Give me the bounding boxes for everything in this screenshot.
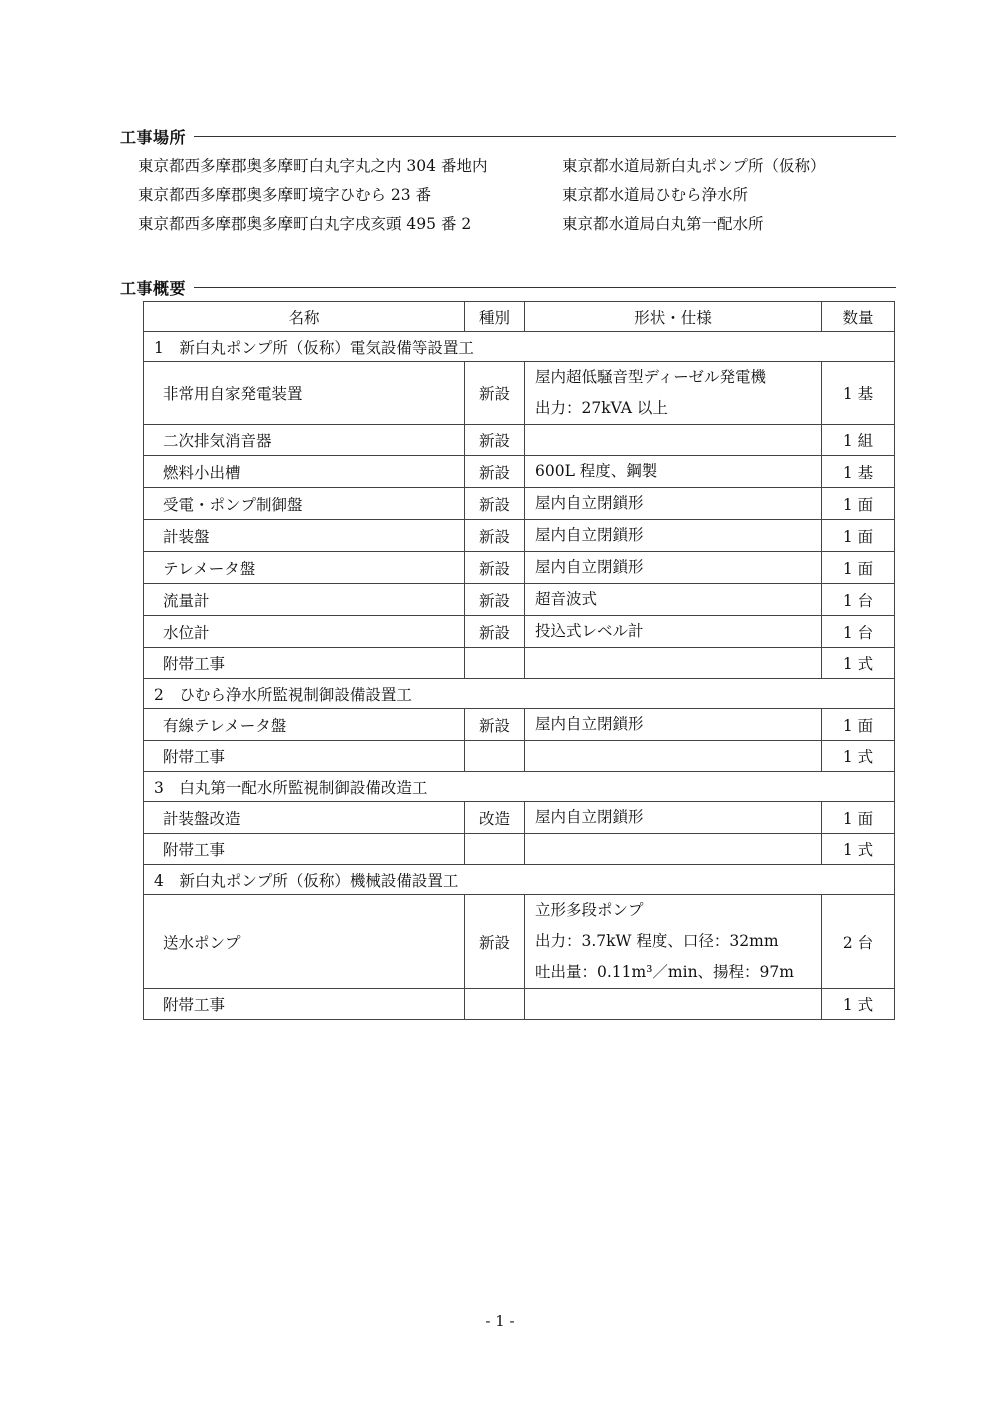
table-header-row [144, 302, 895, 332]
table-row [144, 362, 895, 425]
item-name: テレメータ盤 [144, 552, 465, 584]
table-row [144, 834, 895, 865]
item-type: 新設 [465, 552, 525, 584]
table-row [144, 709, 895, 741]
item-qty: 1 式 [822, 989, 895, 1020]
item-type: 新設 [465, 709, 525, 741]
header-spec: 形状・仕様 [525, 302, 822, 332]
group-title: 2 ひむら浄水所監視制御設備設置工 [144, 679, 895, 709]
item-qty: 1 面 [822, 488, 895, 520]
item-name: 流量計 [144, 584, 465, 616]
item-qty: 2 台 [822, 895, 895, 989]
location-row [138, 179, 898, 208]
item-spec-line: 屋内自立閉鎖形 [535, 808, 644, 826]
item-spec [525, 709, 822, 741]
item-name: 附帯工事 [144, 741, 465, 772]
works-table-body [144, 332, 895, 1020]
item-qty: 1 面 [822, 520, 895, 552]
table-row [144, 520, 895, 552]
item-spec-line: 超音波式 [535, 590, 598, 608]
item-type: 改造 [465, 802, 525, 834]
item-type: 新設 [465, 456, 525, 488]
location-list [138, 150, 898, 237]
item-type [465, 834, 525, 865]
group-title: 4 新白丸ポンプ所（仮称）機械設備設置工 [144, 865, 895, 895]
item-spec [525, 741, 822, 772]
item-type [465, 648, 525, 679]
item-spec [525, 989, 822, 1020]
location-heading-title: 工事場所 [120, 128, 187, 147]
item-name: 附帯工事 [144, 989, 465, 1020]
item-type [465, 741, 525, 772]
item-spec-line: 投込式レベル計 [535, 622, 644, 640]
table-row [144, 648, 895, 679]
item-spec [525, 425, 822, 456]
item-spec [525, 488, 822, 520]
location-facility: 東京都水道局新白丸ポンプ所（仮称） [562, 156, 826, 175]
item-name: 計装盤 [144, 520, 465, 552]
table-row [144, 425, 895, 456]
item-qty: 1 基 [822, 362, 895, 425]
header-qty: 数量 [822, 302, 895, 332]
item-spec-line: 屋内自立閉鎖形 [535, 715, 644, 733]
item-spec-line: 屋内自立閉鎖形 [535, 526, 644, 544]
heading-rule [194, 287, 896, 288]
table-row [144, 802, 895, 834]
overview-heading-title: 工事概要 [120, 279, 187, 298]
table-row [144, 616, 895, 648]
item-name: 燃料小出槽 [144, 456, 465, 488]
table-row [144, 584, 895, 616]
item-name: 非常用自家発電装置 [144, 362, 465, 425]
item-qty: 1 台 [822, 616, 895, 648]
item-spec [525, 362, 822, 425]
item-qty: 1 基 [822, 456, 895, 488]
item-type: 新設 [465, 488, 525, 520]
location-facility: 東京都水道局白丸第一配水所 [562, 214, 764, 233]
item-name: 送水ポンプ [144, 895, 465, 989]
group-title: 3 白丸第一配水所監視制御設備改造工 [144, 772, 895, 802]
item-spec-line: 出力：3.7kW 程度、口径：32mm [535, 932, 779, 950]
item-name: 二次排気消音器 [144, 425, 465, 456]
page-number: - 1 - [485, 1312, 515, 1330]
item-name: 附帯工事 [144, 834, 465, 865]
item-spec-line: 立形多段ポンプ [535, 901, 644, 919]
item-name: 受電・ポンプ制御盤 [144, 488, 465, 520]
table-row [144, 989, 895, 1020]
item-qty: 1 面 [822, 802, 895, 834]
location-facility: 東京都水道局ひむら浄水所 [562, 185, 749, 204]
table-group-row [144, 772, 895, 802]
location-heading [120, 125, 896, 148]
item-qty: 1 組 [822, 425, 895, 456]
item-type: 新設 [465, 425, 525, 456]
item-spec [525, 895, 822, 989]
item-qty: 1 面 [822, 552, 895, 584]
table-row [144, 488, 895, 520]
table-row [144, 741, 895, 772]
item-type: 新設 [465, 895, 525, 989]
item-spec [525, 456, 822, 488]
table-row [144, 552, 895, 584]
item-spec [525, 616, 822, 648]
item-spec [525, 552, 822, 584]
item-spec [525, 834, 822, 865]
table-group-row [144, 865, 895, 895]
item-spec-line: 600L 程度、鋼製 [535, 462, 658, 480]
item-name: 有線テレメータ盤 [144, 709, 465, 741]
item-qty: 1 面 [822, 709, 895, 741]
item-spec-line: 出力：27kVA 以上 [535, 399, 668, 417]
location-address: 東京都西多摩郡奥多摩町境字ひむら 23 番 [138, 185, 432, 204]
table-row [144, 456, 895, 488]
item-spec-line: 吐出量：0.11m³／min、揚程：97m [535, 963, 794, 981]
item-qty: 1 台 [822, 584, 895, 616]
header-name: 名称 [144, 302, 465, 332]
location-row [138, 208, 898, 237]
item-spec-line: 屋内超低騒音型ディーゼル発電機 [535, 368, 766, 386]
overview-heading [120, 276, 896, 299]
works-table [143, 301, 895, 1020]
item-type: 新設 [465, 584, 525, 616]
location-address: 東京都西多摩郡奥多摩町白丸字丸之内 304 番地内 [138, 156, 488, 175]
item-name: 計装盤改造 [144, 802, 465, 834]
location-address: 東京都西多摩郡奥多摩町白丸字戌亥頭 495 番 2 [138, 214, 472, 233]
location-row [138, 150, 898, 179]
table-group-row [144, 332, 895, 362]
item-qty: 1 式 [822, 741, 895, 772]
table-row [144, 895, 895, 989]
table-group-row [144, 679, 895, 709]
item-spec [525, 648, 822, 679]
item-type: 新設 [465, 362, 525, 425]
item-name: 水位計 [144, 616, 465, 648]
header-type: 種別 [465, 302, 525, 332]
item-name: 附帯工事 [144, 648, 465, 679]
item-spec [525, 802, 822, 834]
item-spec [525, 520, 822, 552]
item-spec-line: 屋内自立閉鎖形 [535, 558, 644, 576]
heading-rule [194, 136, 896, 137]
item-qty: 1 式 [822, 648, 895, 679]
item-type: 新設 [465, 616, 525, 648]
item-spec [525, 584, 822, 616]
item-qty: 1 式 [822, 834, 895, 865]
group-title: 1 新白丸ポンプ所（仮称）電気設備等設置工 [144, 332, 895, 362]
item-type: 新設 [465, 520, 525, 552]
item-spec-line: 屋内自立閉鎖形 [535, 494, 644, 512]
item-type [465, 989, 525, 1020]
